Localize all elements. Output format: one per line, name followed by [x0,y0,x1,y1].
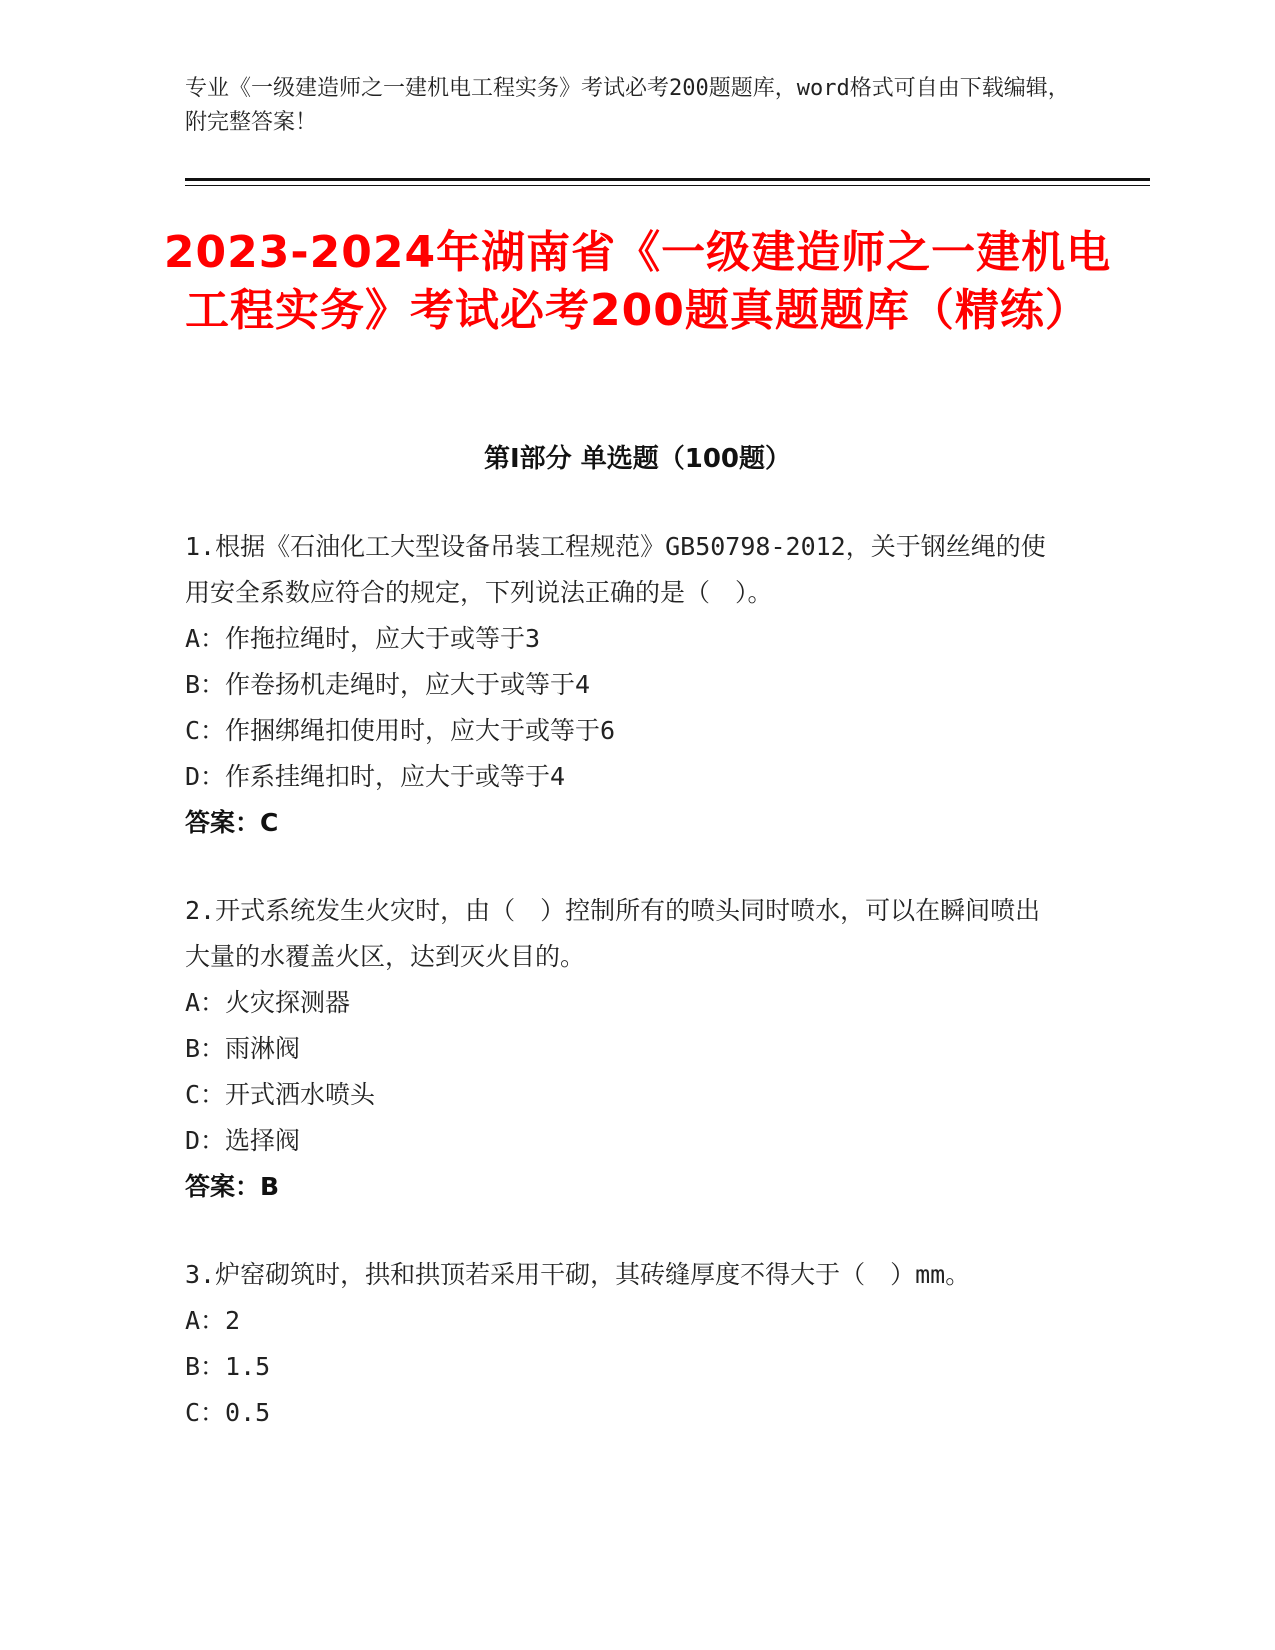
answer: 答案：B [185,1172,280,1201]
question-1 [185,524,1065,846]
option-d: D：选择阀 [185,1126,301,1155]
option-b: B：1.5 [185,1352,271,1381]
question-stem: 2.开式系统发生火灾时，由（ ）控制所有的喷头同时喷水，可以在瞬间喷出大量的水覆盖火区，达到灭火目的。 [185,896,1041,971]
question-stem: 1.根据《石油化工大型设备吊装工程规范》GB50798-2012，关于钢丝绳的使用安全系数应符合的规定，下列说法正确的是（ ）。 [185,532,1046,607]
option-a: A：2 [185,1306,241,1335]
option-d: D：作系挂绳扣时，应大于或等于4 [185,762,566,791]
option-a: A：火灾探测器 [185,988,351,1017]
option-c: C：0.5 [185,1398,271,1427]
option-a: A：作拖拉绳时，应大于或等于3 [185,624,541,653]
answer: 答案：C [185,808,279,837]
header-note: 专业《一级建造师之一建机电工程实务》考试必考200题题库，word格式可自由下载编辑，附完整答案！ [185,76,1070,135]
question-stem: 3.炉窑砌筑时，拱和拱顶若采用干砌，其砖缝厚度不得大于（ ）mm。 [185,1260,971,1289]
option-b: B：作卷扬机走绳时，应大于或等于4 [185,670,591,699]
question-3 [185,1252,1065,1436]
question-2 [185,888,1065,1210]
option-c: C：作捆绑绳扣使用时，应大于或等于6 [185,716,616,745]
header-rule-thick [185,178,1150,181]
option-b: B：雨淋阀 [185,1034,301,1063]
section-title: 第I部分 单选题（100题） [484,444,791,474]
option-c: C：开式洒水喷头 [185,1080,376,1109]
document-title: 2023-2024年湖南省《一级建造师之一建机电工程实务》考试必考200题真题题库（精练） [163,227,1112,336]
header-rule-thin [185,185,1150,186]
